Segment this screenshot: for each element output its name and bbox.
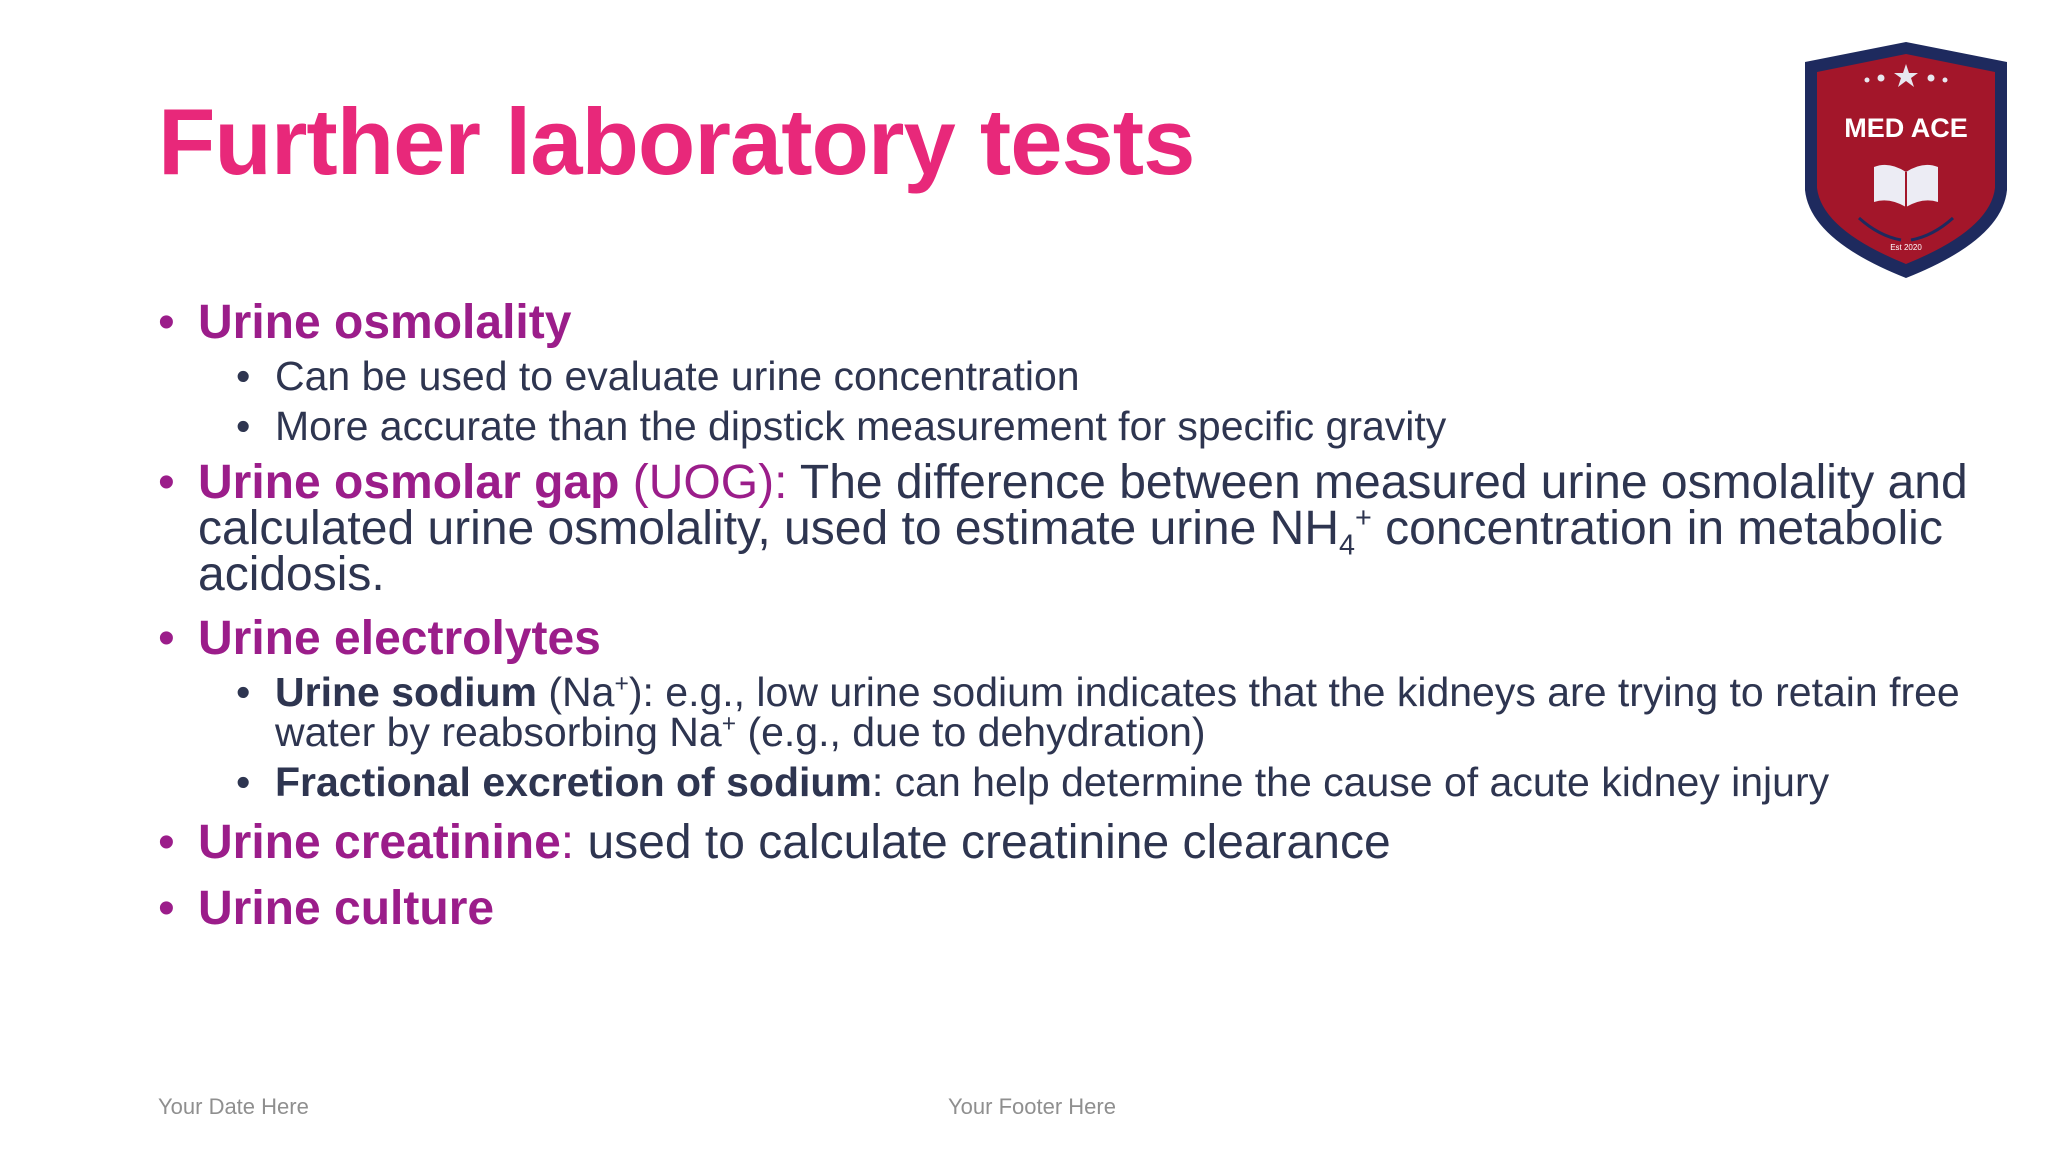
- svg-text:MED ACE: MED ACE: [1844, 113, 1968, 143]
- bullet-dot-icon: •: [158, 816, 175, 869]
- sub-bullet-urine-sodium: • Urine sodium (Na+): e.g., low urine sodium indicates that the kidneys are trying to retain free water by reabsorbing Na+ (e.g., due to dehydration): [236, 669, 1960, 755]
- bullet-urine-osmolality: • Urine osmolality: [158, 296, 572, 349]
- bullet-dot-icon: •: [236, 403, 251, 449]
- footer-date: Your Date Here: [158, 1094, 309, 1119]
- svg-text:Est 2020: Est 2020: [1890, 243, 1922, 252]
- bullet-dot-icon: •: [236, 669, 251, 715]
- bullet-dot-icon: •: [158, 612, 175, 665]
- bullet-list: [158, 296, 2018, 935]
- slide-title: Further laboratory tests: [158, 89, 1195, 194]
- bullet-urine-electrolytes: • Urine electrolytes: [158, 612, 601, 665]
- bullet-urine-creatinine: • Urine creatinine: used to calculate creatinine clearance: [158, 816, 1391, 869]
- sub-bullet: • More accurate than the dipstick measurement for specific gravity: [236, 403, 1447, 449]
- footer-text: Your Footer Here: [948, 1094, 1116, 1119]
- bullet-dot-icon: •: [158, 296, 175, 349]
- med-ace-logo: [1797, 40, 2015, 280]
- sub-bullet-fractional-excretion: • Fractional excretion of sodium: can help determine the cause of acute kidney injury: [236, 759, 1830, 805]
- bullet-urine-osmolar-gap: • Urine osmolar gap (UOG): The difference between measured urine osmolality and calculated urine osmolality, used to estimate urine $NH_4^+$ concentration in metabolic acidosis.: [158, 456, 1968, 601]
- bullet-dot-icon: •: [158, 882, 175, 935]
- bullet-dot-icon: •: [158, 456, 175, 509]
- sub-bullet: • Can be used to evaluate urine concentration: [236, 353, 1080, 399]
- bullet-urine-culture: • Urine culture: [158, 882, 495, 935]
- bullet-dot-icon: •: [236, 353, 251, 399]
- bullet-dot-icon: •: [236, 759, 251, 805]
